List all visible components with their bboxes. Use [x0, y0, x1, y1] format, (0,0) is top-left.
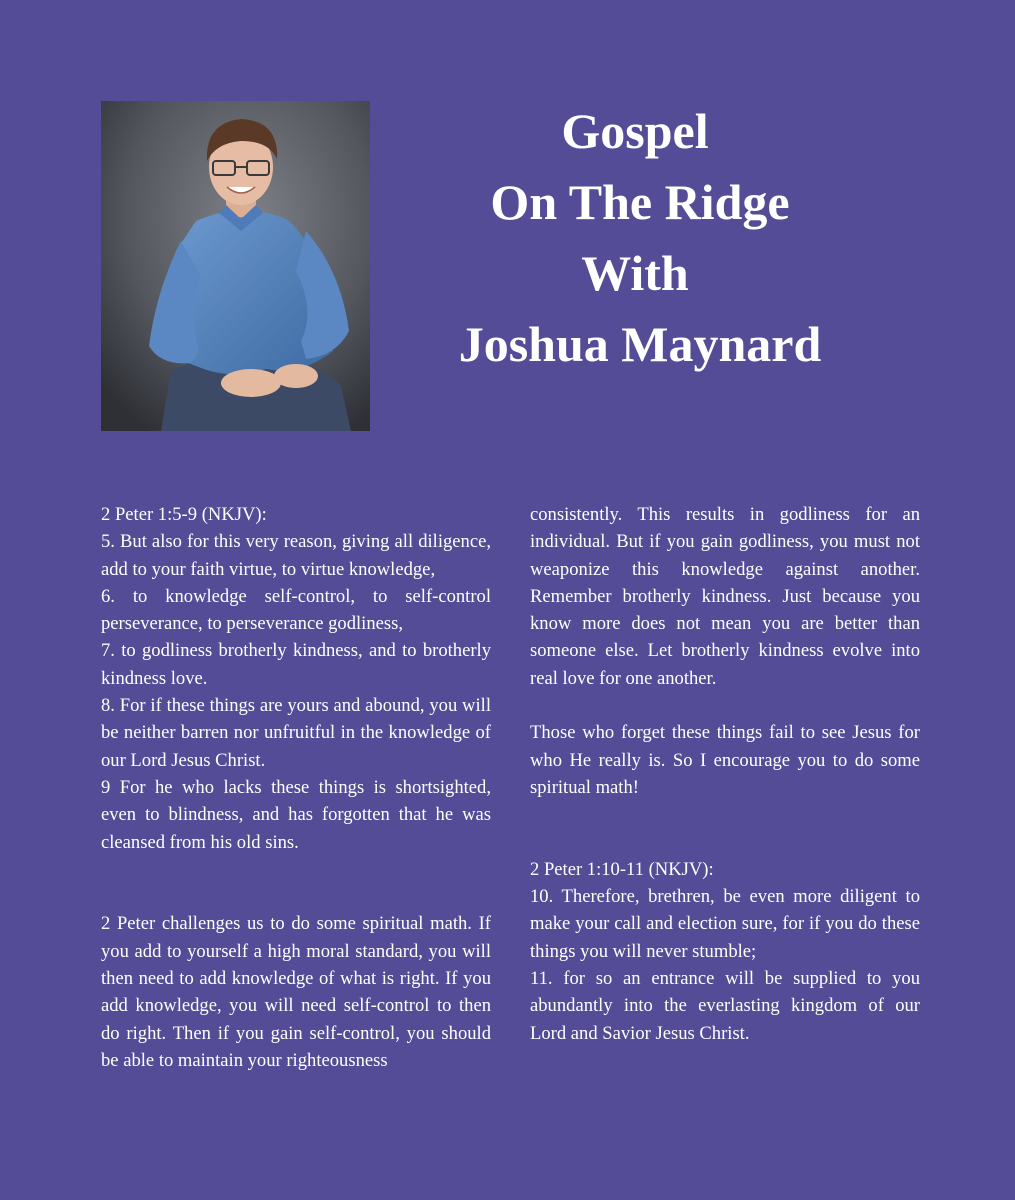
spacer	[530, 692, 920, 719]
commentary-paragraph: 2 Peter challenges us to do some spiritual math. If you add to yourself a high moral standard, you will then need to add knowledge of what is right. If you add knowledge, you will need self-control to then do right. Then if you gain self-control, you should be able to maintain your righteousness	[101, 913, 491, 1071]
verse-11: 11. for so an entrance will be supplied to you abundantly into the everlasting kingdom of our Lord and Savior Jesus Christ.	[530, 968, 920, 1044]
scripture-heading: 2 Peter 1:5-9 (NKJV):	[101, 504, 267, 525]
verse-5: 5. But also for this very reason, giving all diligence, add to your faith virtue, to virtue knowledge,	[101, 531, 491, 580]
verse-7: 7. to godliness brotherly kindness, and to brotherly kindness love.	[101, 640, 491, 689]
commentary-continued: consistently. This results in godliness for an individual. But if you gain godliness, you must not weaponize this knowledge against another. Remember brotherly kindness. Just because you know more does not mean you are better than someone else. Let brotherly kindness evolve into real love for one another.	[530, 504, 920, 689]
right-column	[530, 501, 920, 1047]
title-line-2: On The Ridge	[490, 174, 790, 230]
verse-10: 10. Therefore, brethren, be even more diligent to make your call and election sure, for if you do these things you will never stumble;	[530, 886, 920, 962]
page-title	[420, 96, 860, 380]
spacer	[530, 801, 920, 856]
title-line-4: Joshua Maynard	[458, 316, 822, 372]
verse-9: 9 For he who lacks these things is shortsighted, even to blindness, and has forgotten that he was cleansed from his old sins.	[101, 776, 491, 853]
scripture-heading-2: 2 Peter 1:10-11 (NKJV):	[530, 858, 714, 880]
verse-6: 6. to knowledge self-control, to self-control perseverance, to perseverance godliness,	[101, 585, 491, 635]
left-column	[101, 501, 491, 1074]
verse-8: 8. For if these things are yours and abound, you will be neither barren nor unfruitful in the knowledge of our Lord Jesus Christ.	[101, 695, 491, 771]
title-line-3: With	[581, 245, 689, 301]
author-photo	[101, 101, 370, 431]
title-line-1: Gospel	[561, 103, 709, 159]
closing-paragraph: Those who forget these things fail to see Jesus for who He really is. So I encourage you to do some spiritual math!	[530, 722, 920, 798]
spacer	[101, 856, 491, 911]
